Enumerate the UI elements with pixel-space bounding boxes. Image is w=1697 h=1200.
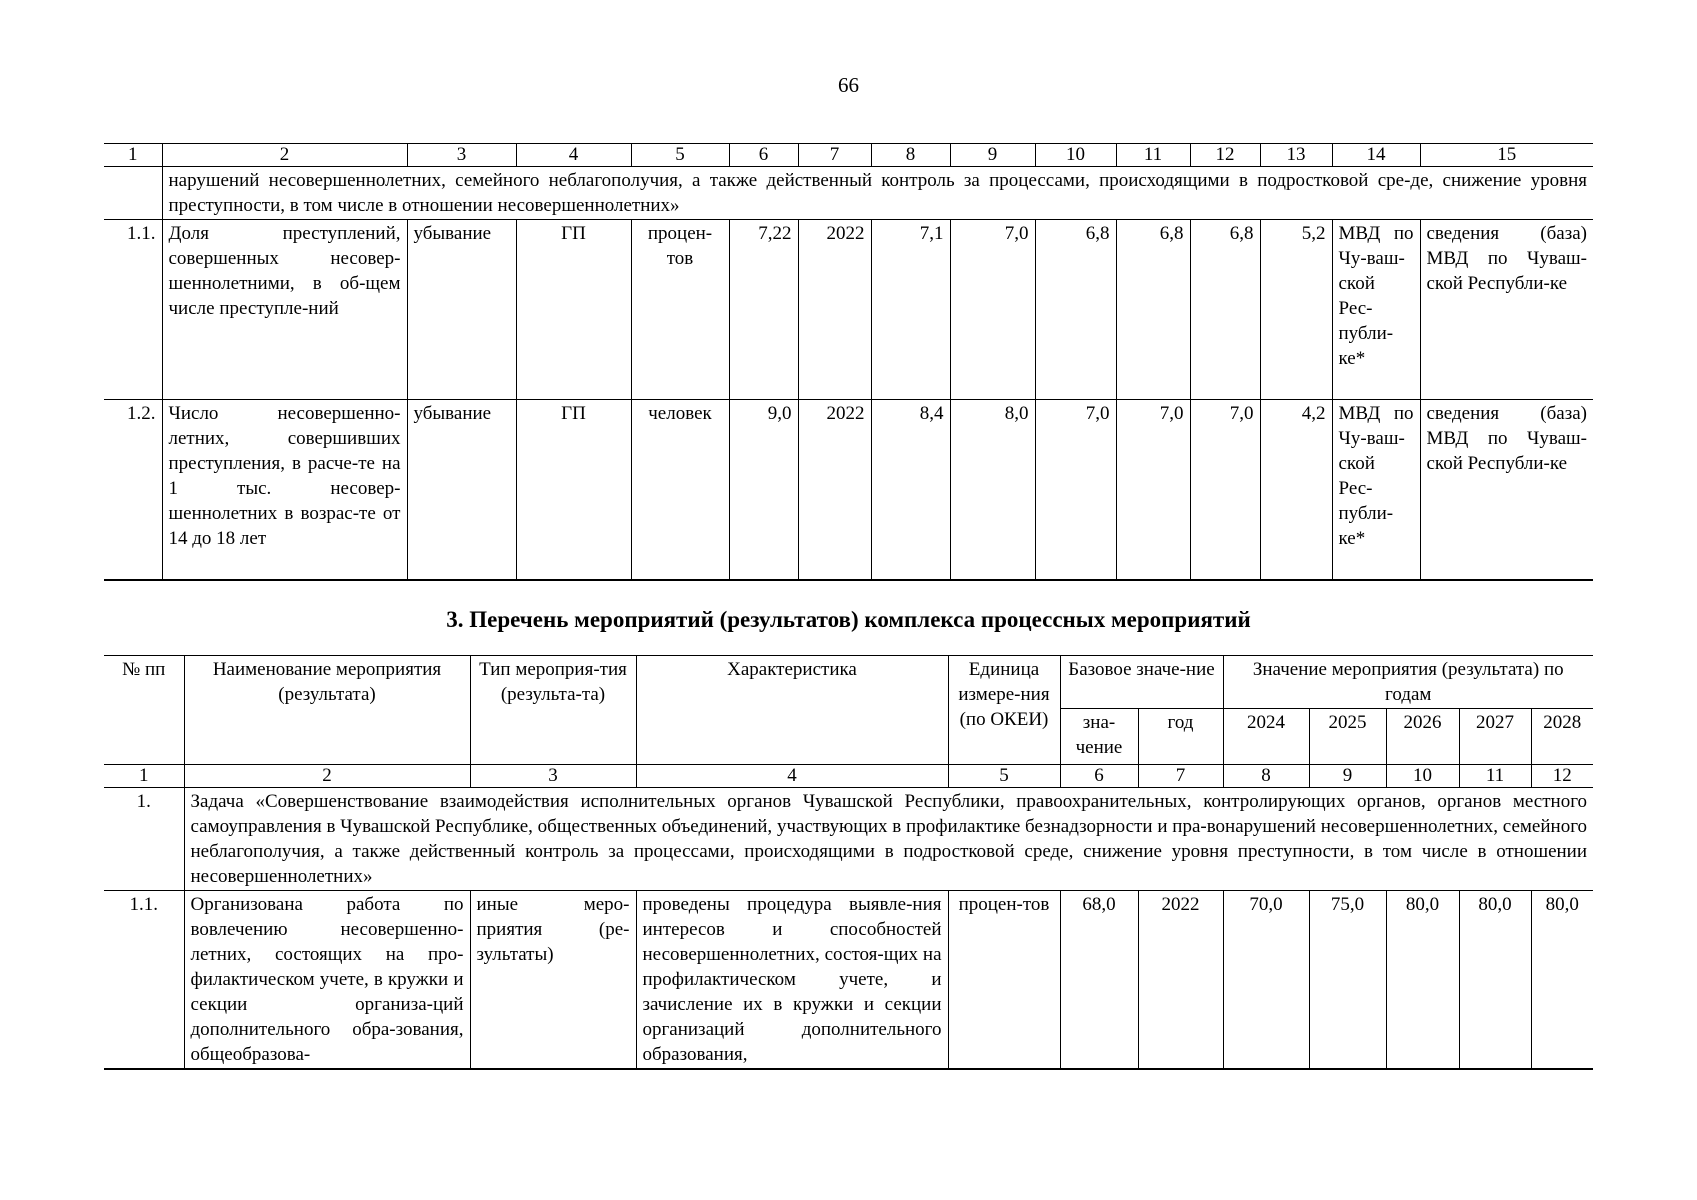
measure-type: иные меро-приятия (ре-зультаты) xyxy=(470,891,636,1070)
value-2030: 5,2 xyxy=(1260,220,1332,400)
col-number: 6 xyxy=(1060,765,1138,788)
col-number: 4 xyxy=(636,765,948,788)
task-text: нарушений несовершеннолетних, семейного неблагополучия, а также действенный контроль за процессами, происходящими в подростковой сре-де, снижение уровня преступности, в том числе в отношении несовершеннолетних» xyxy=(162,167,1593,220)
col-number: 13 xyxy=(1260,144,1332,167)
col-number: 8 xyxy=(1223,765,1309,788)
base-year: 2022 xyxy=(798,220,871,400)
value-2028: 80,0 xyxy=(1531,891,1593,1070)
value-2025: 7,0 xyxy=(950,220,1035,400)
indicator-direction: убывание xyxy=(407,400,516,580)
header-type: Тип мероприя-тия (результа-та) xyxy=(470,656,636,765)
col-number: 7 xyxy=(798,144,871,167)
header-year: 2028 xyxy=(1531,709,1593,765)
header-base-year: год xyxy=(1138,709,1223,765)
table-row xyxy=(104,220,1593,400)
col-number: 11 xyxy=(1116,144,1190,167)
responsible: МВД по Чу-ваш-ской Рес-публи-ке* xyxy=(1332,220,1420,400)
indicator-name: Доля преступлений, совершенных несовер-шеннолетними, в об-щем числе преступле-ний xyxy=(162,220,407,400)
task-number-cell xyxy=(104,167,162,220)
header-year: 2024 xyxy=(1223,709,1309,765)
value-2024: 7,1 xyxy=(871,220,950,400)
base-value: 7,22 xyxy=(729,220,798,400)
col-number: 1 xyxy=(104,765,184,788)
column-numbers-row xyxy=(104,144,1593,167)
col-number: 8 xyxy=(871,144,950,167)
col-number: 9 xyxy=(1309,765,1386,788)
col-number: 1 xyxy=(104,144,162,167)
indicator-unit: человек xyxy=(631,400,729,580)
col-number: 6 xyxy=(729,144,798,167)
information-source: сведения (база) МВД по Чуваш-ской Республи-ке xyxy=(1420,220,1593,400)
header-year: 2025 xyxy=(1309,709,1386,765)
column-numbers-row xyxy=(104,765,1593,788)
col-number: 2 xyxy=(162,144,407,167)
col-number: 2 xyxy=(184,765,470,788)
indicator-level: ГП xyxy=(516,400,631,580)
header-base-value: зна-чение xyxy=(1060,709,1138,765)
value-2028: 6,8 xyxy=(1190,220,1260,400)
measure-name: Организована работа по вовлечению несовершенно-летних, состоящих на про-филактическом учете, в кружки и секции организа-ций дополнительного обра-зования, общеобразова- xyxy=(184,891,470,1070)
page-number: 66 xyxy=(838,73,859,97)
base-value: 9,0 xyxy=(729,400,798,580)
value-2027: 7,0 xyxy=(1116,400,1190,580)
section-heading: 3. Перечень мероприятий (результатов) комплекса процессных мероприятий xyxy=(446,607,1251,632)
table-row xyxy=(104,891,1593,1070)
col-number: 15 xyxy=(1420,144,1593,167)
header-row xyxy=(104,656,1593,709)
col-number: 3 xyxy=(470,765,636,788)
measure-characteristic: проведены процедура выявле-ния интересов и способностей несовершеннолетних, состоя-щих на профилактическом учете, и зачисление их в кружки и секции организаций дополнительного образования, xyxy=(636,891,948,1070)
col-number: 9 xyxy=(950,144,1035,167)
value-2030: 4,2 xyxy=(1260,400,1332,580)
col-number: 10 xyxy=(1035,144,1116,167)
header-number: № пп xyxy=(104,656,184,765)
col-number: 12 xyxy=(1190,144,1260,167)
header-name: Наименование мероприятия (результата) xyxy=(184,656,470,765)
header-unit: Единица измере-ния (по ОКЕИ) xyxy=(948,656,1060,765)
value-2025: 75,0 xyxy=(1309,891,1386,1070)
value-2028: 7,0 xyxy=(1190,400,1260,580)
value-2024: 8,4 xyxy=(871,400,950,580)
col-number: 7 xyxy=(1138,765,1223,788)
base-value: 68,0 xyxy=(1060,891,1138,1070)
value-2025: 8,0 xyxy=(950,400,1035,580)
indicator-unit: процен-тов xyxy=(631,220,729,400)
col-number: 5 xyxy=(631,144,729,167)
col-number: 4 xyxy=(516,144,631,167)
value-2026: 80,0 xyxy=(1386,891,1459,1070)
task-row xyxy=(104,788,1593,891)
row-number: 1.1. xyxy=(104,891,184,1070)
indicator-name: Число несовершенно-летних, совершивших преступления, в расче-те на 1 тыс. несовер-шеннолетних в возрас-те от 14 до 18 лет xyxy=(162,400,407,580)
measures-table xyxy=(104,655,1593,1070)
col-number: 3 xyxy=(407,144,516,167)
col-number: 11 xyxy=(1459,765,1531,788)
header-values: Значение мероприятия (результата) по годам xyxy=(1223,656,1593,709)
task-number: 1. xyxy=(104,788,184,891)
header-year: 2027 xyxy=(1459,709,1531,765)
value-2027: 80,0 xyxy=(1459,891,1531,1070)
row-number: 1.2. xyxy=(104,400,162,580)
indicator-direction: убывание xyxy=(407,220,516,400)
measure-unit: процен-тов xyxy=(948,891,1060,1070)
base-year: 2022 xyxy=(798,400,871,580)
information-source: сведения (база) МВД по Чуваш-ской Республи-ке xyxy=(1420,400,1593,580)
targets-table xyxy=(104,143,1593,581)
base-year: 2022 xyxy=(1138,891,1223,1070)
col-number: 5 xyxy=(948,765,1060,788)
value-2024: 70,0 xyxy=(1223,891,1309,1070)
header-base: Базовое значе-ние xyxy=(1060,656,1223,709)
task-row xyxy=(104,167,1593,220)
task-text: Задача «Совершенствование взаимодействия исполнительных органов Чувашской Республики, правоохранительных, контролирующих органов, органов местного самоуправления в Чувашской Республике, общественных объединений, участвующих в профилактике безнадзорности и пра-вонарушений несовершеннолетних, семейного неблагополучия, а также действенный контроль за процессами, происходящими в подростковой среде, снижение уровня преступности, в том числе в отношении несовершеннолетних» xyxy=(184,788,1593,891)
col-number: 10 xyxy=(1386,765,1459,788)
col-number: 14 xyxy=(1332,144,1420,167)
header-characteristic: Характеристика xyxy=(636,656,948,765)
responsible: МВД по Чу-ваш-ской Рес-публи-ке* xyxy=(1332,400,1420,580)
row-number: 1.1. xyxy=(104,220,162,400)
value-2026: 7,0 xyxy=(1035,400,1116,580)
value-2027: 6,8 xyxy=(1116,220,1190,400)
header-year: 2026 xyxy=(1386,709,1459,765)
col-number: 12 xyxy=(1531,765,1593,788)
value-2026: 6,8 xyxy=(1035,220,1116,400)
table-row xyxy=(104,400,1593,580)
indicator-level: ГП xyxy=(516,220,631,400)
